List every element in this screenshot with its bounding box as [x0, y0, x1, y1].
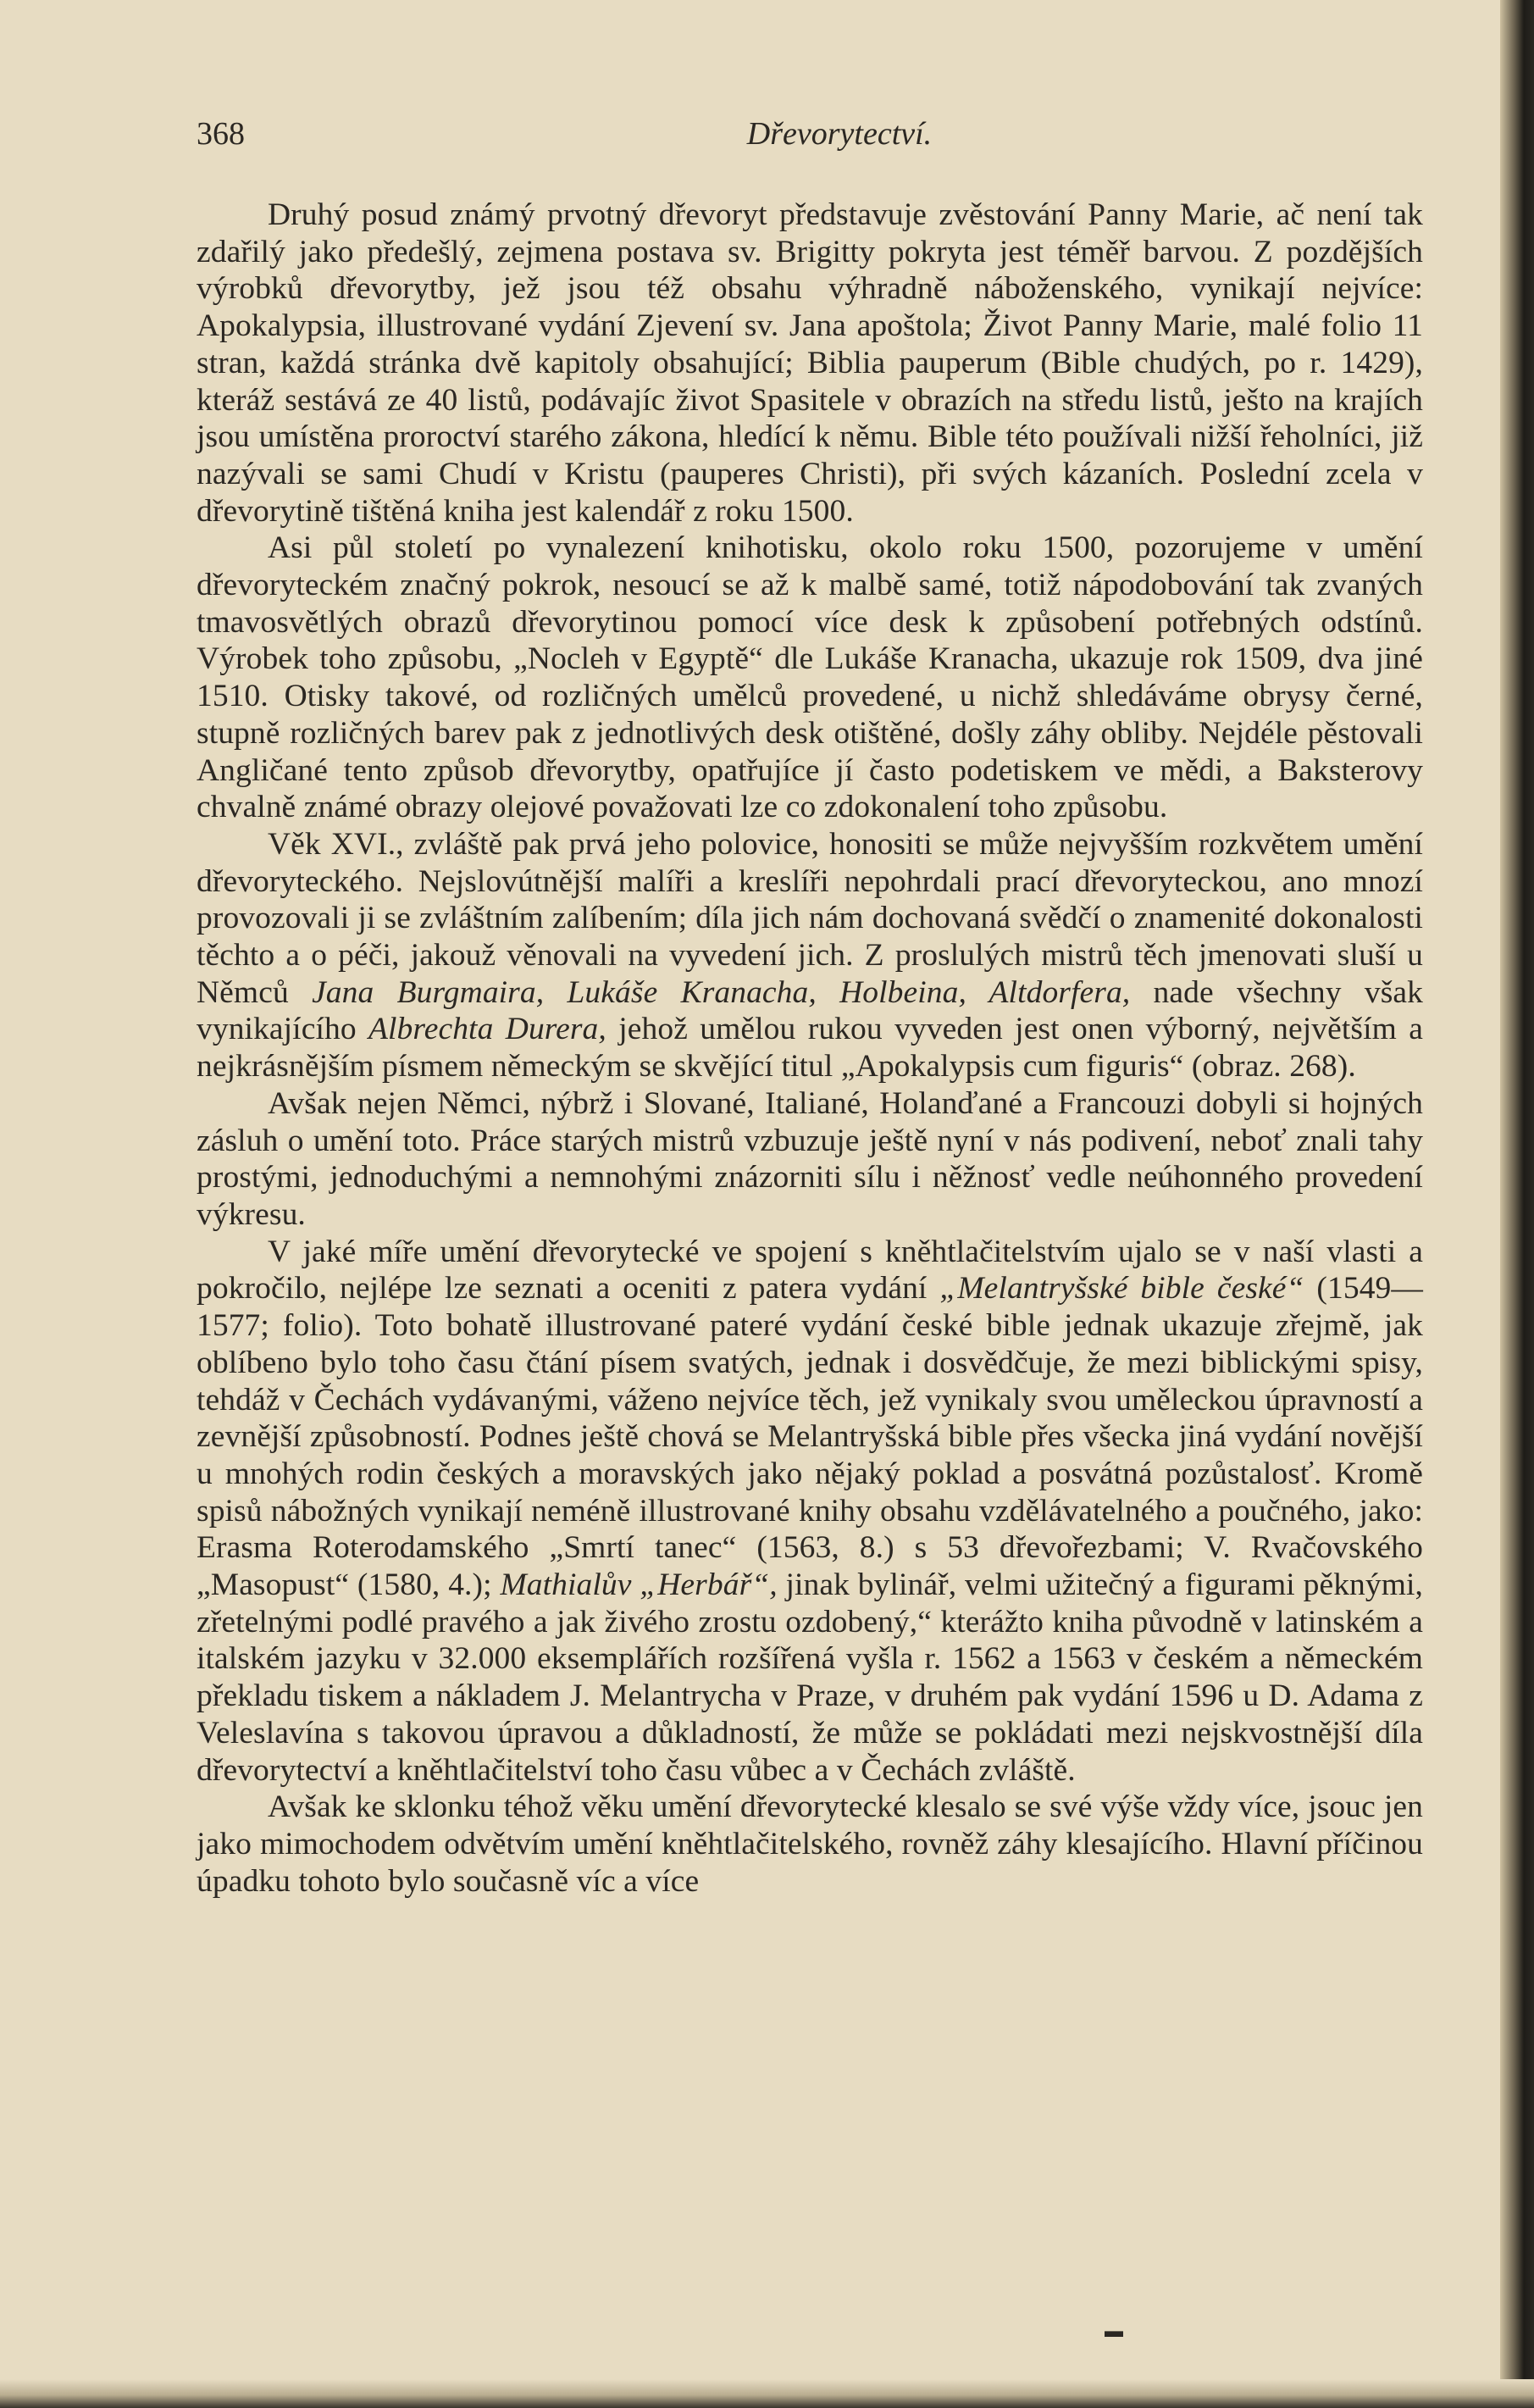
- page-header: [197, 115, 1432, 166]
- body-text: [197, 197, 1423, 1900]
- paragraph-text: nade všechny však vynikajícího: [197, 974, 1423, 1047]
- paragraph: [197, 1085, 1423, 1234]
- paragraph-text: Druhý posud známý prvotný dřevoryt představuje zvěstování Panny Marie, ač není tak zdařilý jako předešlý, zejmena postava sv. Brigitty pokryta jest téměř barvou. Z pozdějších výrobků dřevorytby, jež jsou též obsahu výhradně náboženského, vynikají nejvíce: Apokalypsia, illustrované vydání Zjevení sv. Jana apoštola; Život Panny Marie, malé folio 11 stran, každá stránka dvě kapitoly obsahující; Biblia pauperum (Bible chudých, po r. 1429), kteráž sestává ze 40 listů, podávajíc život Spasitele v obrazích na středu listů, ješto na krajích jsou umístěna proroctví starého zákona, hledící k němu. Bible této používali nižší řeholníci, již nazývali se sami Chudí v Kristu (pauperes Christi), při svých kázaních. Poslední zcela v dřevorytině tištěná kniha jest kalendář z roku 1500.: [197, 197, 1423, 529]
- paragraph: [197, 197, 1423, 530]
- italic-text: Jana Burgmaira, Lukáše Kranacha, Holbeina, Altdorfera,: [312, 974, 1131, 1010]
- paragraph-text: V jaké míře umění dřevorytecké ve spojení s kněhtlačitelstvím ujalo se v naší vlasti a pokročilo, nejlépe lze seznati a oceniti z patera vydání: [197, 1234, 1423, 1307]
- paragraph-text: Věk XVI., zvláště pak prvá jeho polovice, honositi se může nejvyšším rozkvětem umění dřevoryteckého. Nejslovútnější malíři a kreslíři nepohrdali prací dřevoryteckou, ano mnozí provozovali ji se zvláštním zalíbením; díla jich nám dochovaná svědčí o znamenité dokonalosti těchto a o péči, jakouž věnovali na vyvedení jich. Z proslulých mistrů těch jmenovati sluší u Němců: [197, 826, 1423, 1010]
- running-title: Dřevorytectví.: [746, 116, 933, 152]
- paragraph: [197, 1234, 1423, 1789]
- paragraph-text: Asi půl století po vynalezení knihotisku, okolo roku 1500, pozorujeme v umění dřevoryteckém značný pokrok, nesoucí se až k malbě samé, totiž nápodobování tak zvaných tmavosvětlých obrazů dřevorytinou pomocí více desk k způsobení potřebných odstínů. Výrobek toho způsobu, „Nocleh v Egyptě“ dle Lukáše Kranacha, ukazuje rok 1509, dva jiné 1510. Otisky takové, od rozličných umělců provedené, u nichž shledáváme obrysy černé, stupně rozličných barev pak z jednotlivých desk otištěné, došly záhy obliby. Nejdéle pěstovali Angličané tento způsob dřevorytby, opatřujíce jí často podetiskem ve mědi, a Baksterovy chvalně známé obrazy olejové považovati lze co zdokonalení toho způsobu.: [197, 530, 1423, 825]
- paragraph: [197, 826, 1423, 1085]
- paragraph-text: (1549—1577; folio). Toto bohatě illustrované pateré vydání české bible jednak ukazuje zřejmě, jak oblíbeno bylo toho času čtání písem svatých, jednak i dosvědčuje, že mezi biblickými spisy, tehdáž v Čechách vydávanými, váženo nejvíce těch, jež vynikaly svou uměleckou úpravností a zevnější způsobností. Podnes ještě chová se Melantryšská bible přes všecka jiná vydání novější u mnohých rodin českých a moravských jako nějaký poklad a posvátná pozůstalosť. Kromě spisů nábožných vynikají neméně illustrované knihy obsahu vzdělávatelného a poučného, jako: Erasma Roterodamského „Smrtí tanec“ (1563, 8.) s 53 dřevořezbami; V. Rvačovského „Masopust“ (1580, 4.);: [197, 1271, 1423, 1603]
- paragraph: [197, 1789, 1423, 1900]
- paragraph-text: jehož umělou rukou vyveden jest onen výborný, největším a nejkrásnějším písmem německým se skvějící titul „Apokalypsis cum figuris“ (obraz. 268).: [197, 1012, 1423, 1085]
- page-bottom-edge: [0, 2379, 1534, 2408]
- paragraph-text: Avšak nejen Němci, nýbrž i Slované, Italiané, Holanďané a Francouzi dobyli si hojných zásluh o umění toto. Práce starých mistrů vzbuzuje ještě nyní v nás podivení, neboť znali tahy prostými, jednoduchými a nemnohými znázorniti sílu i něžnosť vedle neúhonného provedení výkresu.: [197, 1085, 1423, 1232]
- signature-mark: ▬: [1105, 2320, 1123, 2341]
- italic-text: Albrechta Durera,: [368, 1012, 606, 1047]
- paragraph-text: jinak bylinář, velmi užitečný a figurami pěknými, zřetelnými podlé pravého a jak živého zrostu ozdobený,“ kterážto kniha původně v latinském a italském jazyku v 32.000 eksemplářích rozšířená vyšla r. 1562 a 1563 v českém a německém překladu tiskem a nákladem J. Melantrycha v Praze, v druhém pak vydání 1596 u D. Adama z Veleslavína s takovou úpravou a důkladností, že může se pokládati mezi nejskvostnější díla dřevorytectví a kněhtlačitelství toho času vůbec a v Čechách zvláště.: [197, 1567, 1424, 1788]
- paragraph: [197, 530, 1423, 826]
- italic-text: Mathialův „Herbář“,: [500, 1567, 778, 1603]
- page-number: 368: [197, 116, 245, 152]
- paragraph-text: Avšak ke sklonku téhož věku umění dřevorytecké klesalo se své výše vždy více, jsouc jen jako mimochodem odvětvím umění kněhtlačitelského, rovněž záhy klesajícího. Hlavní příčinou úpadku tohoto bylo současně víc a více: [197, 1789, 1423, 1899]
- italic-text: „Melantryšské bible české“: [939, 1271, 1304, 1307]
- book-spine-shadow: [1500, 0, 1534, 2408]
